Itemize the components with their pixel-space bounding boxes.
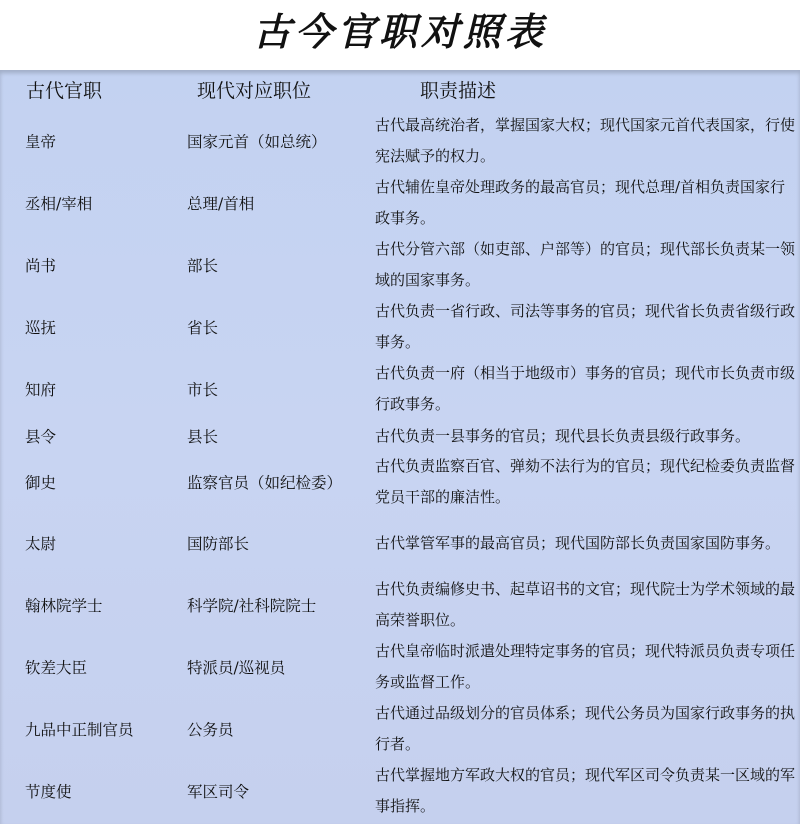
modern-title-cell: 部长 [187, 257, 219, 275]
modern-title-cell: 特派员/巡视员 [187, 659, 286, 677]
description-cell [375, 574, 800, 636]
modern-title-cell: 县长 [187, 428, 219, 446]
table-row [0, 420, 800, 452]
description-text: 古代最高统治者，掌握国家大权；现代国家元首代表国家，行使宪法赋予的权力。 [375, 116, 796, 165]
description-text: 古代负责一府（相当于地级市）事务的官员；现代市长负责市级行政事务。 [375, 364, 796, 413]
table-row [0, 358, 800, 420]
description-cell [375, 296, 800, 358]
ancient-title-cell: 知府 [25, 381, 57, 399]
description-text: 古代辅佐皇帝处理政务的最高官员；现代总理/首相负责国家行政事务。 [375, 178, 786, 227]
description-text: 古代掌管军事的最高官员；现代国防部长负责国家国防事务。 [375, 533, 781, 552]
page-title: 古今官职对照表 [252, 9, 547, 54]
description-text: 古代负责一省行政、司法等事务的官员；现代省长负责省级行政事务。 [375, 302, 796, 351]
description-cell [375, 172, 800, 234]
ancient-title-cell: 丞相/宰相 [25, 195, 93, 213]
description-text: 古代皇帝临时派遣处理特定事务的官员；现代特派员负责专项任务或监督工作。 [375, 642, 796, 691]
description-cell [375, 760, 800, 822]
table-row [0, 172, 800, 234]
description-text: 古代分管六部（如吏部、户部等）的官员；现代部长负责某一领域的国家事务。 [375, 240, 796, 289]
modern-title-cell: 科学院/社科院院士 [187, 597, 317, 615]
modern-title-cell: 监察官员（如纪检委） [187, 474, 343, 492]
modern-title-cell: 市长 [187, 381, 219, 399]
table-body [0, 110, 800, 822]
ancient-title-cell: 县令 [25, 428, 57, 446]
modern-title-cell: 公务员 [187, 721, 234, 739]
description-cell [375, 234, 800, 296]
description-text: 古代负责一县事务的官员；现代县长负责县级行政事务。 [375, 426, 751, 445]
comparison-table [0, 70, 800, 824]
table-row [0, 698, 800, 760]
header-ancient-title: 古代官职 [26, 80, 103, 102]
ancient-title-cell: 巡抚 [25, 319, 57, 337]
modern-title-cell: 省长 [187, 319, 219, 337]
table-row [0, 452, 800, 512]
table-row [0, 234, 800, 296]
table-row [0, 636, 800, 698]
modern-title-cell: 国防部长 [187, 535, 250, 553]
table-row [0, 760, 800, 822]
table-row [0, 296, 800, 358]
description-text: 古代负责编修史书、起草诏书的文官；现代院士为学术领域的最高荣誉职位。 [375, 580, 796, 629]
description-cell [375, 452, 800, 512]
table-row [0, 574, 800, 636]
header-description: 职责描述 [420, 80, 497, 102]
ancient-title-cell: 钦差大臣 [25, 659, 88, 677]
table-header [0, 70, 800, 106]
description-text: 古代掌握地方军政大权的官员；现代军区司令负责某一区域的军事指挥。 [375, 766, 796, 815]
modern-title-cell: 总理/首相 [187, 195, 255, 213]
header-modern-title: 现代对应职位 [197, 80, 312, 102]
ancient-title-cell: 皇帝 [25, 133, 57, 151]
ancient-title-cell: 御史 [25, 474, 57, 492]
ancient-title-cell: 尚书 [25, 257, 57, 275]
description-cell [375, 698, 800, 760]
modern-title-cell: 军区司令 [187, 783, 250, 801]
table-row [0, 110, 800, 172]
description-text: 古代负责监察百官、弹劾不法行为的官员；现代纪检委负责监督党员干部的廉洁性。 [375, 457, 796, 506]
description-text: 古代通过品级划分的官员体系；现代公务员为国家行政事务的执行者。 [375, 704, 796, 753]
ancient-title-cell: 九品中正制官员 [25, 721, 134, 739]
description-cell [375, 358, 800, 420]
ancient-title-cell: 翰林院学士 [25, 597, 103, 615]
modern-title-cell: 国家元首（如总统） [187, 133, 327, 151]
ancient-title-cell: 太尉 [25, 535, 57, 553]
description-cell [375, 636, 800, 698]
table-row [0, 512, 800, 574]
ancient-title-cell: 节度使 [25, 783, 72, 801]
title-band [0, 0, 800, 70]
description-cell [375, 110, 800, 172]
description-cell [375, 420, 800, 452]
description-cell [375, 512, 800, 574]
